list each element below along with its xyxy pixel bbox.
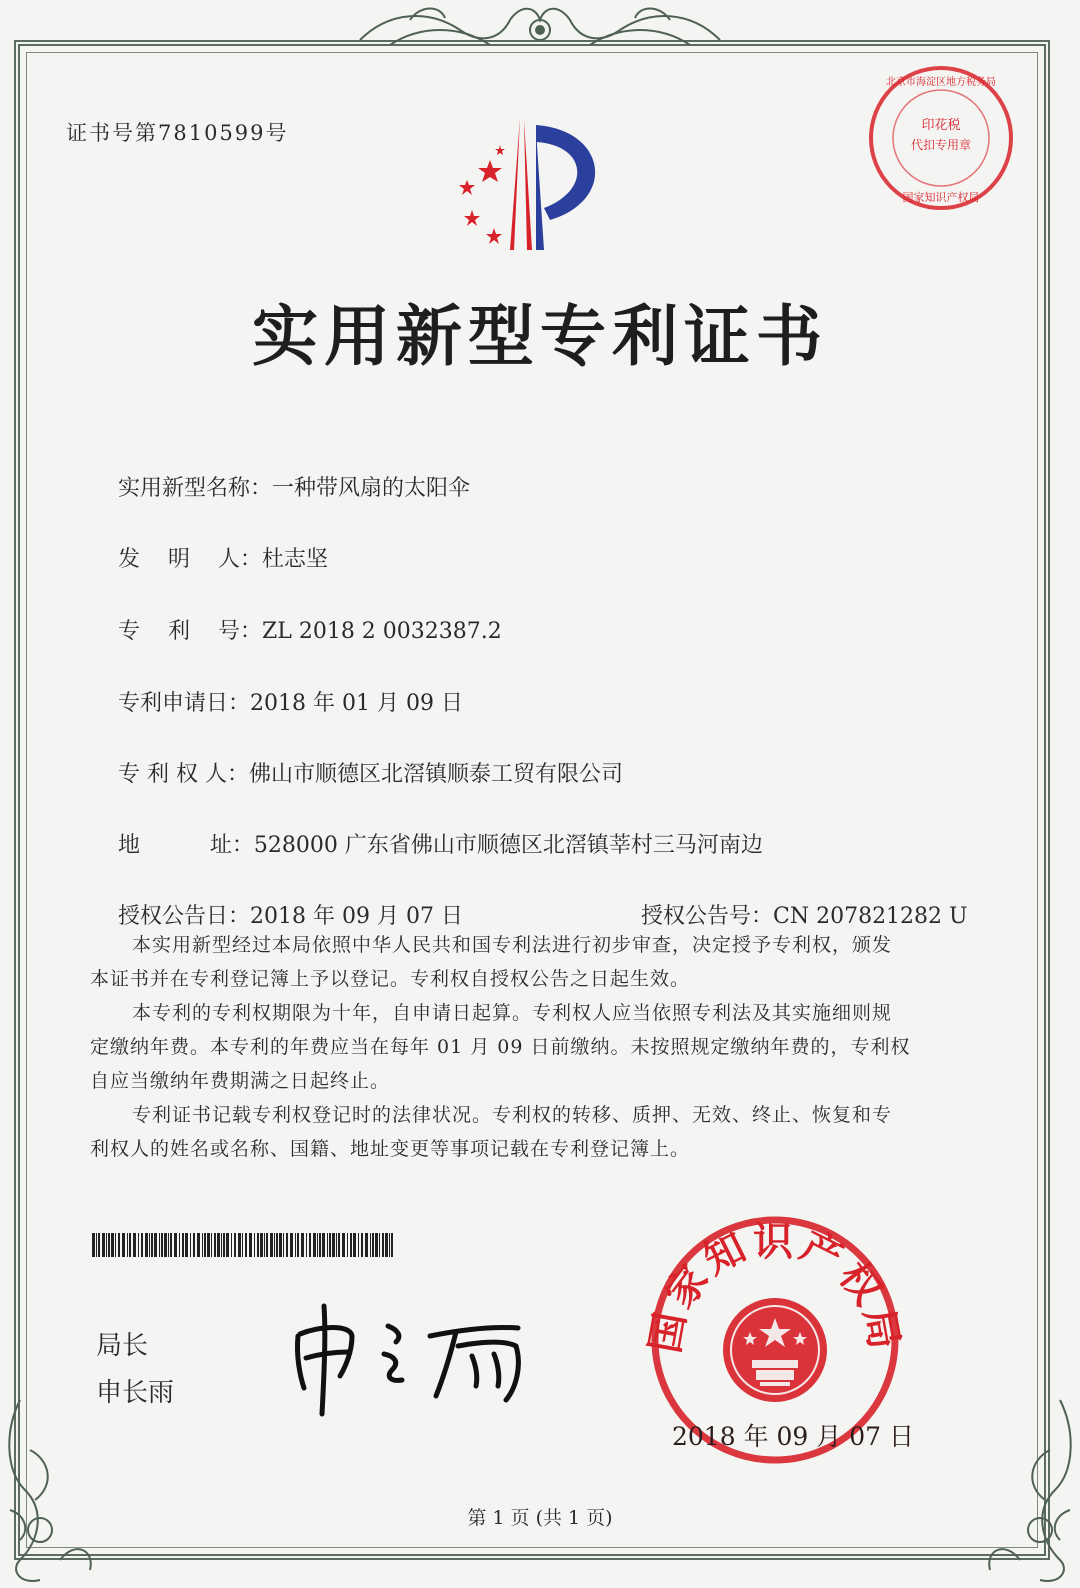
barcode-bar <box>370 1233 371 1257</box>
cnipa-logo <box>432 110 632 260</box>
barcode-bar <box>211 1233 212 1257</box>
barcode-bar <box>350 1233 352 1257</box>
barcode-bar <box>297 1233 299 1257</box>
barcode-bar <box>151 1233 153 1257</box>
seal-big-text: 国家知识产权局 <box>642 1219 908 1357</box>
barcode-bar <box>164 1233 167 1257</box>
barcode-bar <box>336 1233 337 1257</box>
barcode-bar <box>122 1233 125 1257</box>
barcode-bar <box>361 1233 363 1257</box>
field-value: ZL 2018 2 0032387.2 <box>261 619 502 644</box>
director-title: 局长 <box>96 1331 149 1361</box>
field-label: 地 址： <box>117 833 254 858</box>
barcode-bar <box>159 1233 160 1257</box>
paragraph-line: 本证书并在专利登记簿上予以登记。专利权自授权公告之日起生效。 <box>90 968 691 990</box>
field-value: 杜志坚 <box>261 547 328 572</box>
paragraph-line: 利权人的姓名或名称、国籍、地址变更等事项记载在专利登记簿上。 <box>90 1138 691 1160</box>
barcode-bar <box>322 1233 325 1257</box>
seal-date: 2018 年 09 月 07 日 <box>672 1422 914 1451</box>
barcode-bar <box>204 1233 206 1257</box>
paragraph-1 <box>90 928 990 996</box>
barcode-bar <box>96 1233 97 1257</box>
barcode-bar <box>338 1233 340 1257</box>
barcode-bar <box>283 1233 284 1257</box>
barcode-bar <box>382 1233 384 1257</box>
field-patentee <box>90 732 623 813</box>
barcode-bar <box>129 1233 131 1257</box>
barcode-bar <box>118 1233 120 1257</box>
barcode-bar <box>319 1233 321 1257</box>
barcode-bar <box>234 1233 236 1257</box>
field-value: 2018 年 09 月 07 日 <box>250 904 463 929</box>
field-label: 发 明 人： <box>117 547 262 572</box>
barcode-bar <box>238 1233 241 1257</box>
barcode-bar <box>347 1233 348 1257</box>
barcode-bar <box>141 1233 143 1257</box>
barcode-bar <box>226 1233 229 1257</box>
director-signature <box>280 1296 550 1426</box>
barcode-bar <box>332 1233 335 1257</box>
paragraph-line: 专利证书记载专利权登记时的法律状况。专利权的转移、质押、无效、终止、恢复和专 <box>132 1104 893 1126</box>
barcode-bar <box>375 1233 378 1257</box>
certificate-number: 证书号第7810599号 <box>66 121 289 145</box>
barcode-bar <box>179 1233 180 1257</box>
paragraph-3 <box>90 1098 990 1166</box>
barcode-bar <box>202 1233 203 1257</box>
barcode-bar <box>286 1233 288 1257</box>
barcode-bar <box>353 1233 356 1257</box>
barcode-bar <box>127 1233 128 1257</box>
field-label: 授权公告日： <box>117 904 250 929</box>
field-inventor <box>90 517 328 598</box>
field-value: 2018 年 01 月 09 日 <box>250 691 463 716</box>
barcode-bar <box>301 1233 304 1257</box>
field-filing-date <box>90 661 463 742</box>
field-utility-model-name <box>90 446 470 527</box>
barcode-bar <box>270 1233 273 1257</box>
barcode-bar <box>115 1233 116 1257</box>
barcode-bar <box>168 1233 169 1257</box>
barcode-bar <box>264 1233 265 1257</box>
page-number: 第 1 页 (共 1 页) <box>467 1507 613 1529</box>
seal-small-line3: 代扣专用章 <box>910 138 972 152</box>
barcode-bar <box>391 1233 393 1257</box>
barcode-bar <box>197 1233 200 1257</box>
barcode-bar <box>249 1233 252 1257</box>
barcode-bar <box>242 1233 243 1257</box>
field-value: 一种带风扇的太阳伞 <box>272 476 471 501</box>
seal-small-line1: 北京市海淀区地方税务局 <box>886 77 996 88</box>
paragraph-line: 本专利的专利权期限为十年，自申请日起算。专利权人应当依照专利法及其实施细则规 <box>132 1002 893 1024</box>
barcode-bar <box>217 1233 220 1257</box>
barcode-bar <box>223 1233 225 1257</box>
field-label: 专 利 号： <box>117 619 262 644</box>
barcode-bar <box>358 1233 359 1257</box>
barcode-bar <box>266 1233 268 1257</box>
barcode-bar <box>92 1233 95 1257</box>
barcode-bar <box>389 1233 390 1257</box>
field-label: 专 利 权 人： <box>117 762 249 787</box>
barcode-bar <box>231 1233 232 1257</box>
barcode-bar <box>98 1233 100 1257</box>
field-value: CN 207821282 U <box>773 904 968 929</box>
barcode-bar <box>193 1233 195 1257</box>
barcode <box>92 1233 394 1257</box>
barcode-bar <box>372 1233 374 1257</box>
paragraph-line: 本实用新型经过本局依照中华人民共和国专利法进行初步审查，决定授予专利权，颁发 <box>132 934 893 956</box>
paragraph-2 <box>90 996 990 1098</box>
seal-small-line4: 国家知识产权局 <box>902 191 980 204</box>
field-label: 授权公告号： <box>640 904 773 929</box>
certificate-title: 实用新型专利证书 <box>252 297 828 375</box>
field-patent-number <box>90 589 502 670</box>
barcode-bar <box>214 1233 216 1257</box>
barcode-bar <box>161 1233 163 1257</box>
barcode-bar <box>317 1233 318 1257</box>
bottom-left-ornament <box>0 1390 110 1588</box>
director-name: 申长雨 <box>96 1378 175 1408</box>
field-label: 专利申请日： <box>117 691 250 716</box>
field-address <box>90 803 763 884</box>
barcode-bar <box>365 1233 368 1257</box>
barcode-bar <box>145 1233 148 1257</box>
paragraph-line: 定缴纳年费。本专利的年费应当在每年 01 月 09 日前缴纳。未按照规定缴纳年费的，专利权 <box>90 1036 911 1058</box>
barcode-bar <box>170 1233 172 1257</box>
barcode-bar <box>108 1233 110 1257</box>
barcode-bar <box>279 1233 282 1257</box>
barcode-bar <box>306 1233 307 1257</box>
barcode-bar <box>174 1233 177 1257</box>
barcode-bar <box>111 1233 114 1257</box>
barcode-bar <box>295 1233 296 1257</box>
barcode-bar <box>106 1233 107 1257</box>
barcode-bar <box>257 1233 259 1257</box>
bottom-right-ornament <box>970 1390 1080 1588</box>
barcode-bar <box>290 1233 293 1257</box>
barcode-bar <box>221 1233 222 1257</box>
barcode-bar <box>309 1233 311 1257</box>
barcode-bar <box>185 1233 188 1257</box>
barcode-bar <box>133 1233 136 1257</box>
barcode-bar <box>327 1233 328 1257</box>
barcode-bar <box>182 1233 184 1257</box>
barcode-bar <box>149 1233 150 1257</box>
field-label: 实用新型名称： <box>117 476 272 501</box>
barcode-bar <box>254 1233 255 1257</box>
barcode-bar <box>102 1233 105 1257</box>
barcode-bar <box>276 1233 278 1257</box>
paragraph-line: 自应当缴纳年费期满之日起终止。 <box>90 1070 391 1092</box>
barcode-bar <box>385 1233 388 1257</box>
barcode-bar <box>207 1233 210 1257</box>
barcode-bar <box>342 1233 345 1257</box>
seal-small-line2: 印花税 <box>921 118 961 133</box>
field-value: 528000 广东省佛山市顺德区北滘镇莘村三马河南边 <box>253 833 763 858</box>
barcode-bar <box>245 1233 247 1257</box>
barcode-bar <box>154 1233 157 1257</box>
top-ornament <box>350 0 730 58</box>
barcode-bar <box>190 1233 191 1257</box>
barcode-bar <box>329 1233 331 1257</box>
barcode-bar <box>260 1233 263 1257</box>
barcode-bar <box>138 1233 139 1257</box>
tax-stamp-seal <box>866 63 1016 213</box>
barcode-bar <box>379 1233 380 1257</box>
field-value: 佛山市顺德区北滘镇顺泰工贸有限公司 <box>248 762 623 787</box>
barcode-bar <box>274 1233 275 1257</box>
barcode-bar <box>313 1233 316 1257</box>
